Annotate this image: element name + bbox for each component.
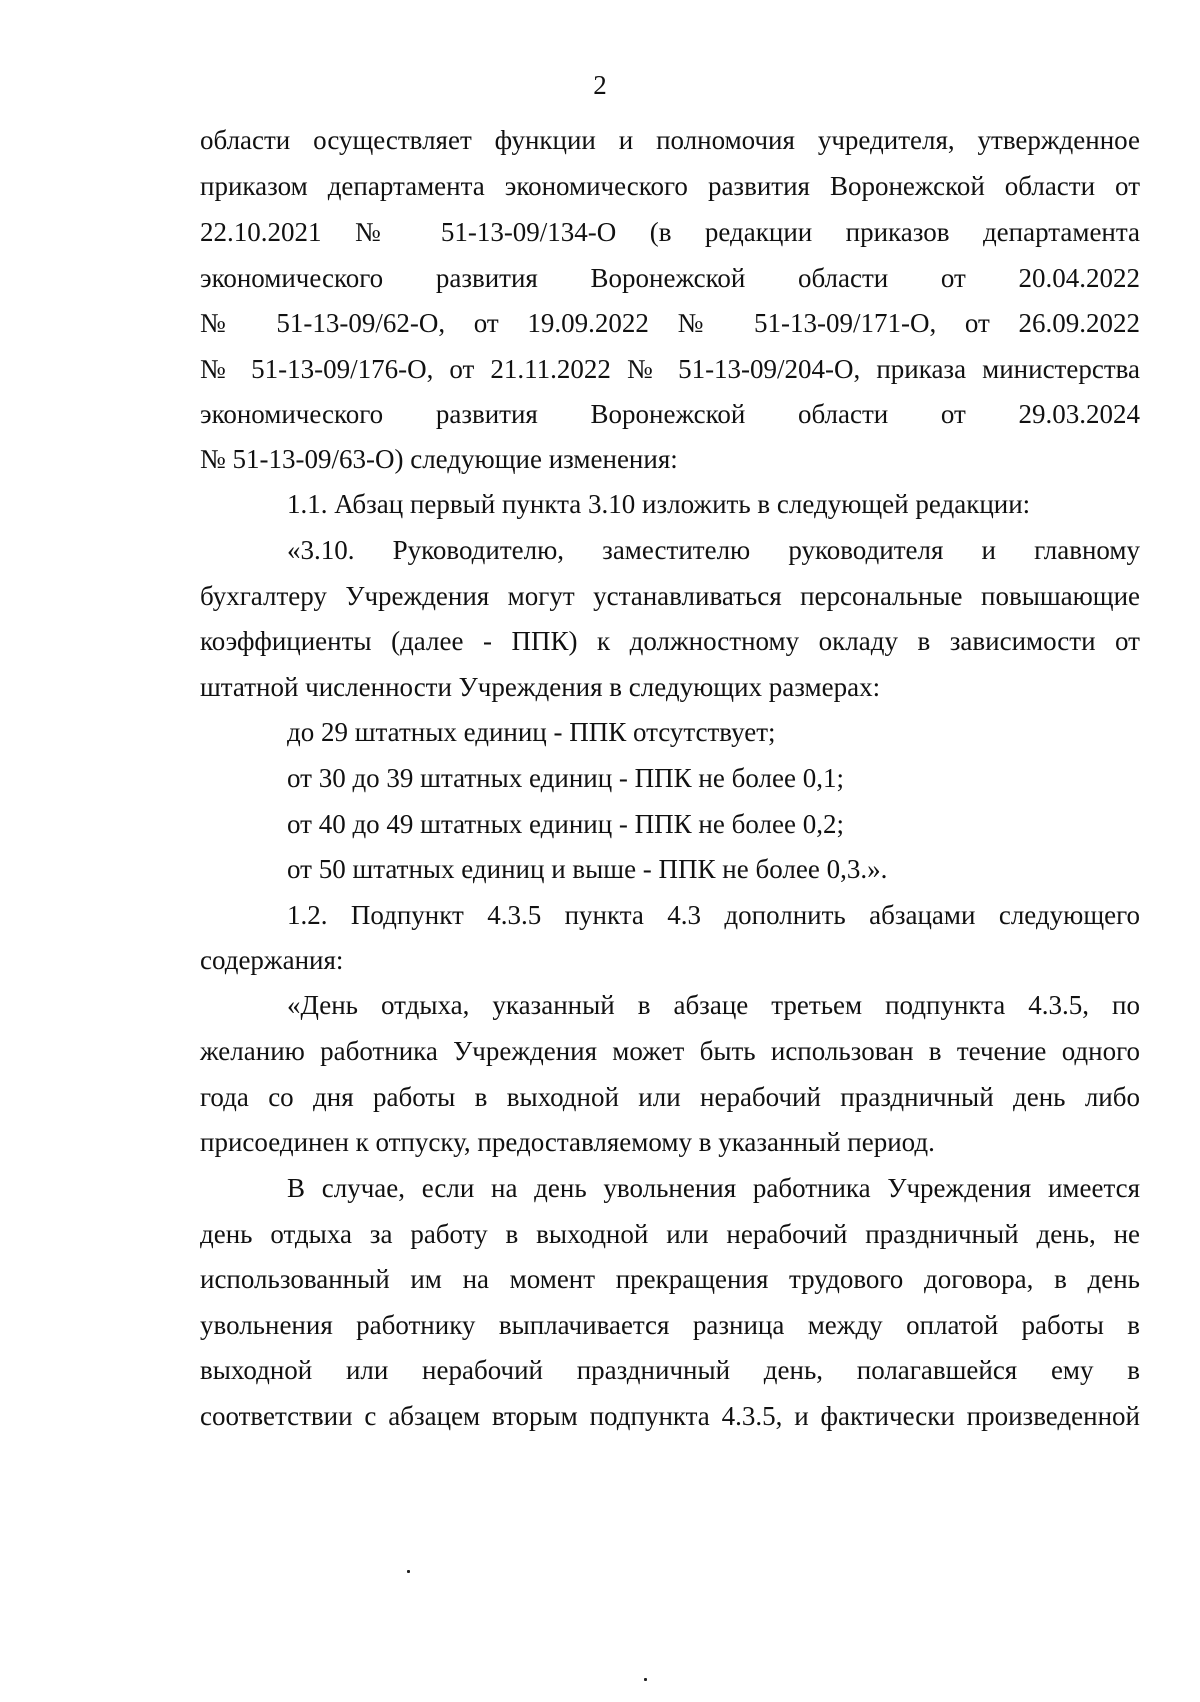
text-line: экономического развития Воронежской области от 29.03.2024 xyxy=(200,399,1140,429)
paragraph-line: 1.1. Абзац первый пункта 3.10 изложить в следующей редакции: xyxy=(287,489,1031,519)
page-number: 2 xyxy=(593,70,607,100)
text-line: приказом департамента экономического развития Воронежской области от xyxy=(200,171,1140,201)
text-line: желанию работника Учреждения может быть использован в течение одного xyxy=(200,1036,1140,1066)
list-item: от 40 до 49 штатных единиц - ППК не более 0,2; xyxy=(287,809,844,839)
paragraph-line: 1.2. Подпункт 4.3.5 пункта 4.3 дополнить абзацами следующего xyxy=(287,900,1140,930)
text-line: соответствии с абзацем вторым подпункта 4.3.5, и фактически произведенной xyxy=(200,1401,1140,1431)
text-line: № 51-13-09/176-О, от 21.11.2022 № 51-13-09/204-О, приказа министерства xyxy=(200,354,1140,384)
text-line: штатной численности Учреждения в следующих размерах: xyxy=(200,672,881,702)
text-line: присоединен к отпуску, предоставляемому в указанный период. xyxy=(200,1127,935,1157)
scan-speck xyxy=(644,1678,647,1681)
paragraph-line: «День отдыха, указанный в абзаце третьем подпункта 4.3.5, по xyxy=(287,990,1140,1020)
scan-speck xyxy=(407,1570,410,1573)
text-line: 22.10.2021 № 51-13-09/134-О (в редакции приказов департамента xyxy=(200,217,1140,247)
text-line: использованный им на момент прекращения трудового договора, в день xyxy=(200,1264,1140,1294)
text-line: № 51-13-09/63-О) следующие изменения: xyxy=(200,444,678,474)
text-line: года со дня работы в выходной или нерабочий праздничный день либо xyxy=(200,1082,1140,1112)
text-line: выходной или нерабочий праздничный день, полагавшейся ему в xyxy=(200,1355,1140,1385)
paragraph-line: В случае, если на день увольнения работника Учреждения имеется xyxy=(287,1173,1140,1203)
text-line: содержания: xyxy=(200,945,344,975)
text-line: экономического развития Воронежской области от 20.04.2022 xyxy=(200,263,1140,293)
text-line: № 51-13-09/62-О, от 19.09.2022 № 51-13-09/171-О, от 26.09.2022 xyxy=(200,308,1140,338)
list-item: до 29 штатных единиц - ППК отсутствует; xyxy=(287,717,776,747)
text-line: бухгалтеру Учреждения могут устанавливаться персональные повышающие xyxy=(200,581,1140,611)
paragraph-line: «3.10. Руководителю, заместителю руководителя и главному xyxy=(287,535,1140,565)
list-item: от 30 до 39 штатных единиц - ППК не более 0,1; xyxy=(287,763,844,793)
text-line: коэффициенты (далее - ППК) к должностному окладу в зависимости от xyxy=(200,626,1140,656)
text-line: день отдыха за работу в выходной или нерабочий праздничный день, не xyxy=(200,1219,1140,1249)
text-line: увольнения работнику выплачивается разница между оплатой работы в xyxy=(200,1310,1140,1340)
list-item: от 50 штатных единиц и выше - ППК не более 0,3.». xyxy=(287,854,888,884)
text-line: области осуществляет функции и полномочия учредителя, утвержденное xyxy=(200,125,1140,155)
